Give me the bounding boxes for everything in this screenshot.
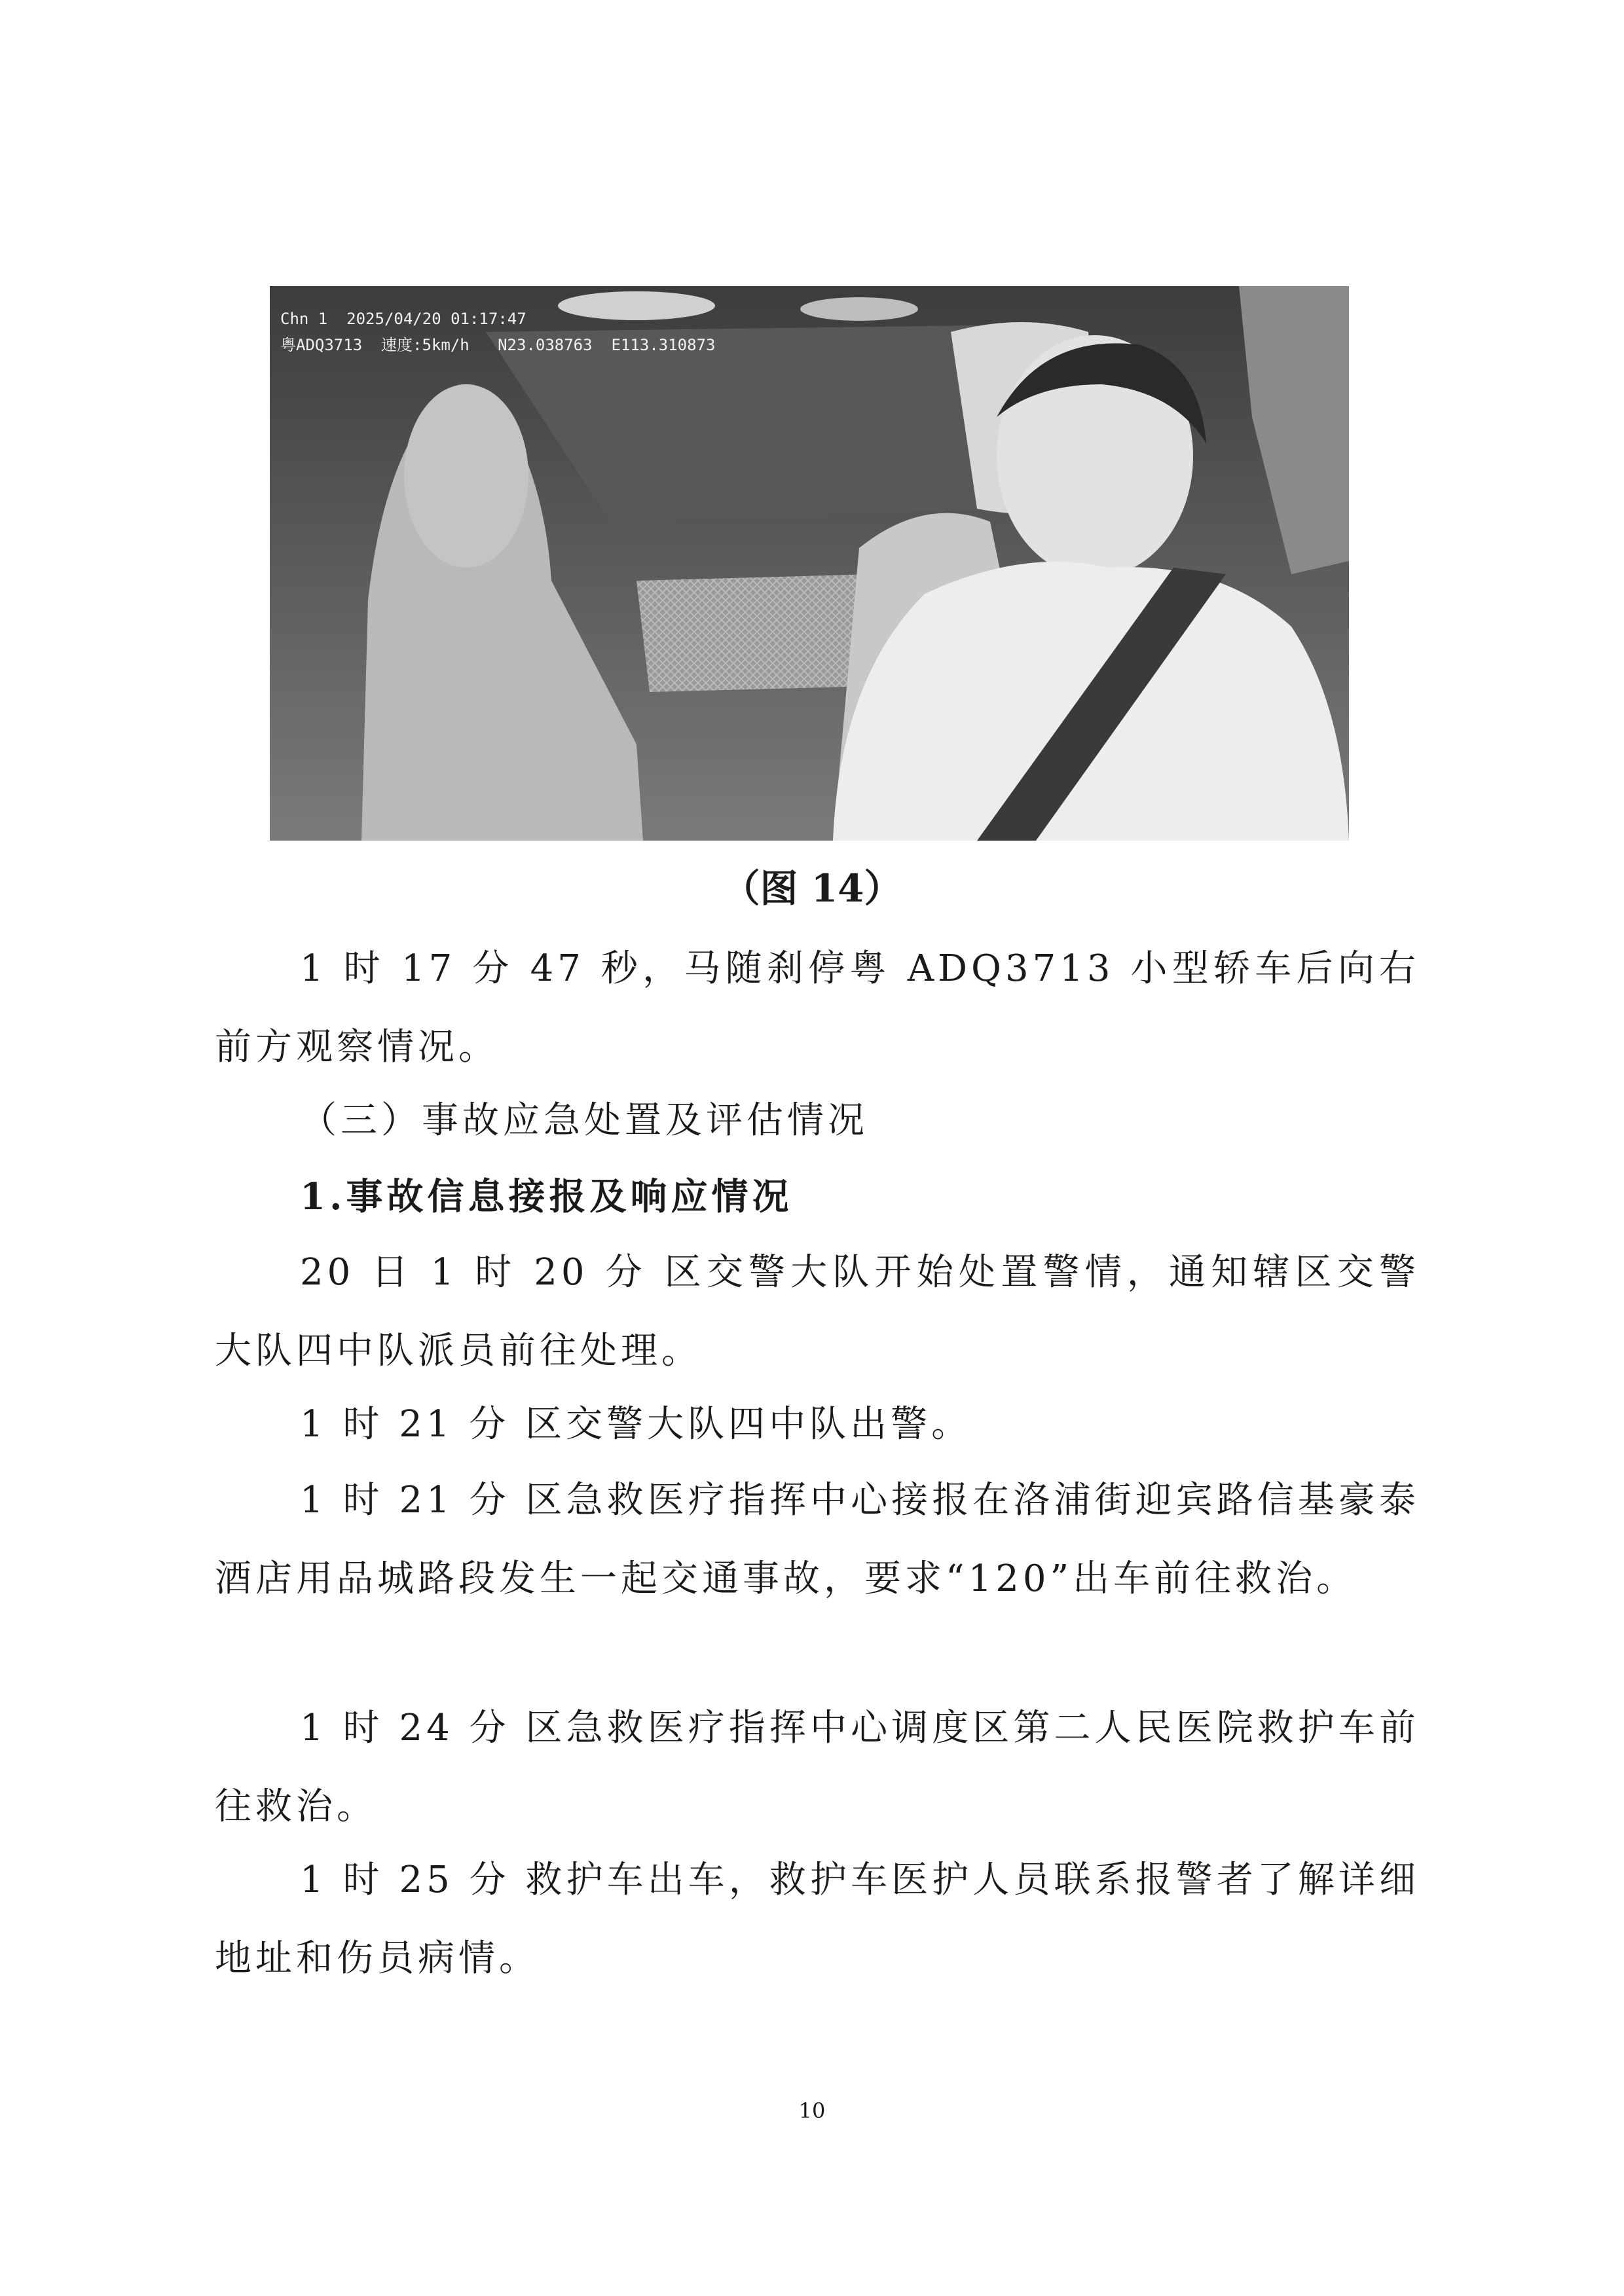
overlay-timestamp: Chn 1 2025/04/20 01:17:47 (280, 310, 526, 328)
paragraph: 1 时 17 分 47 秒，马随刹停粤 ADQ3713 小型轿车后向右前方观察情况。 (215, 947, 1420, 1068)
overlay-vehicle-info: 粤ADQ3713 速度:5km/h N23.038763 E113.310873 (280, 336, 716, 354)
paragraph: 20 日 1 时 20 分 区交警大队开始处置警情，通知辖区交警大队四中队派员前往处理。 (215, 1251, 1420, 1372)
page-number: 10 (798, 2098, 826, 2123)
paragraph: 1 时 21 分 区交警大队四中队出警。 (300, 1403, 972, 1446)
figure-caption: （图 14） (722, 866, 902, 911)
dashcam-scene (270, 286, 1349, 841)
paragraph: 1 时 21 分 区急救医疗指挥中心接报在洛浦街迎宾路信基豪泰酒店用品城路段发生一起交通事故，要求“120”出车前往救治。 (215, 1479, 1420, 1600)
dashcam-photo (270, 286, 1349, 841)
paragraph: 1 时 25 分 救护车出车，救护车医护人员联系报警者了解详细地址和伤员病情。 (215, 1859, 1420, 1980)
paragraph: 1 时 24 分 区急救医疗指挥中心调度区第二人民医院救护车前往救治。 (215, 1707, 1420, 1828)
subsection-heading: 1.事故信息接报及响应情况 (300, 1175, 793, 1218)
section-heading: （三）事故应急处置及评估情况 (300, 1099, 868, 1142)
